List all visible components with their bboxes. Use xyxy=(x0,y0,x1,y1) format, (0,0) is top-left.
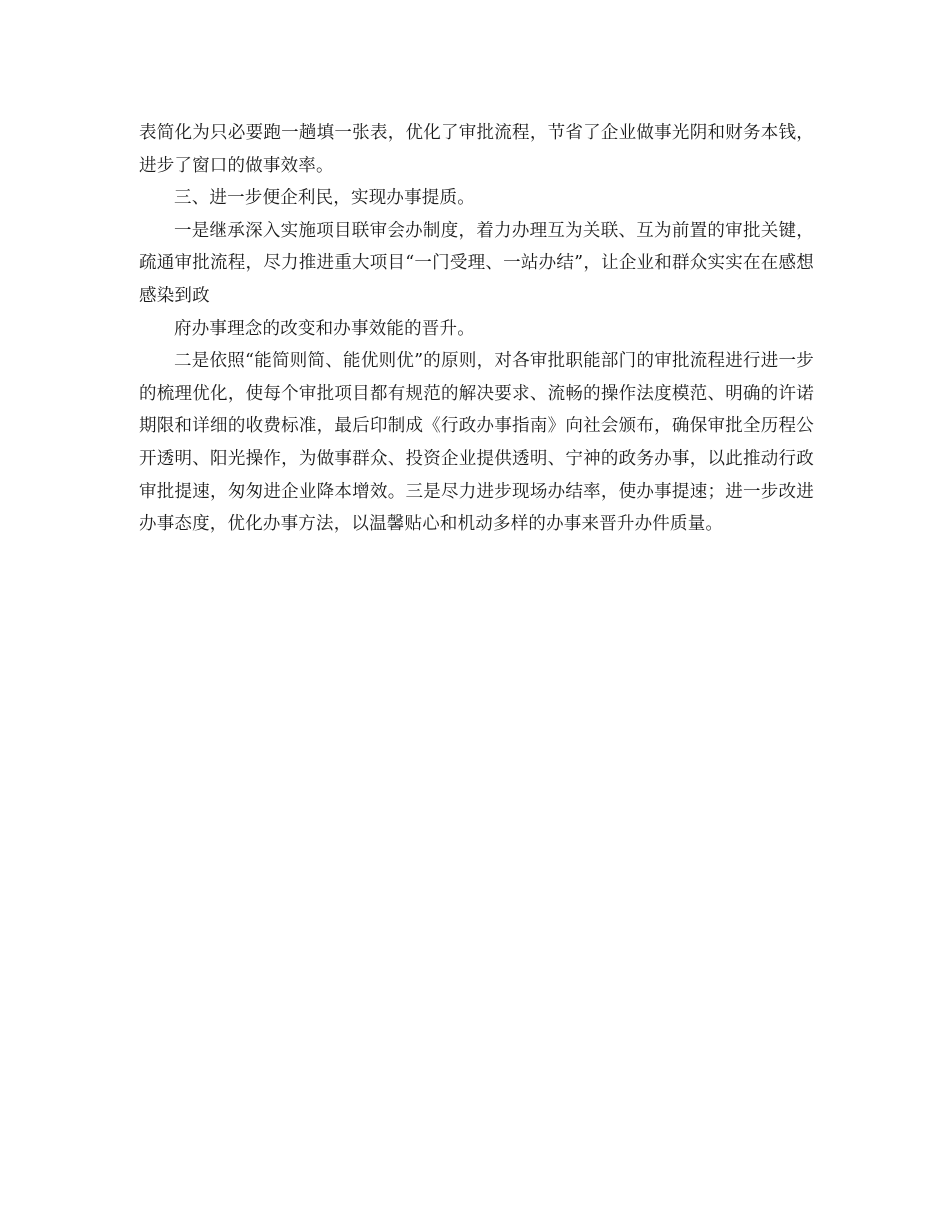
section-heading-3: 三、进一步便企利民，实现办事提质。 xyxy=(174,188,475,209)
paragraph-item-2: 二是依照“能简则简、能优则优”的原则，对各审批职能部门的审批流程进行进一步的梳理优化，使每个审批项目都有规范的解决要求、流畅的操作法度模范、明确的许诺期限和详细的收费标准，最后印制成《行政办事指南》向社会颁布，确保审批全历程公开透明、阳光操作，为做事群众、投资企业提供透明、宁神的政务办事，以此推动行政审批提速，匆匆进企业降本增效。三是尽力进步现场办结率，使办事提速；进一步改进办事态度，优化办事方法，以温馨贴心和机动多样的办事来晋升办件质量。 xyxy=(139,351,814,535)
paragraph-item-1-continued: 府办事理念的改变和办事效能的晋升。 xyxy=(174,318,475,339)
document-body xyxy=(139,117,814,541)
paragraph-item-1: 一是继承深入实施项目联审会办制度，着力办理互为关联、互为前置的审批关键，疏通审批流程，尽力推进重大项目“一门受理、一站办结”，让企业和群众实实在在感想感染到政 xyxy=(139,220,814,306)
paragraph-continuation: 表简化为只必要跑一趟填一张表，优化了审批流程，节省了企业做事光阴和财务本钱，进步了窗口的做事效率。 xyxy=(139,123,814,176)
